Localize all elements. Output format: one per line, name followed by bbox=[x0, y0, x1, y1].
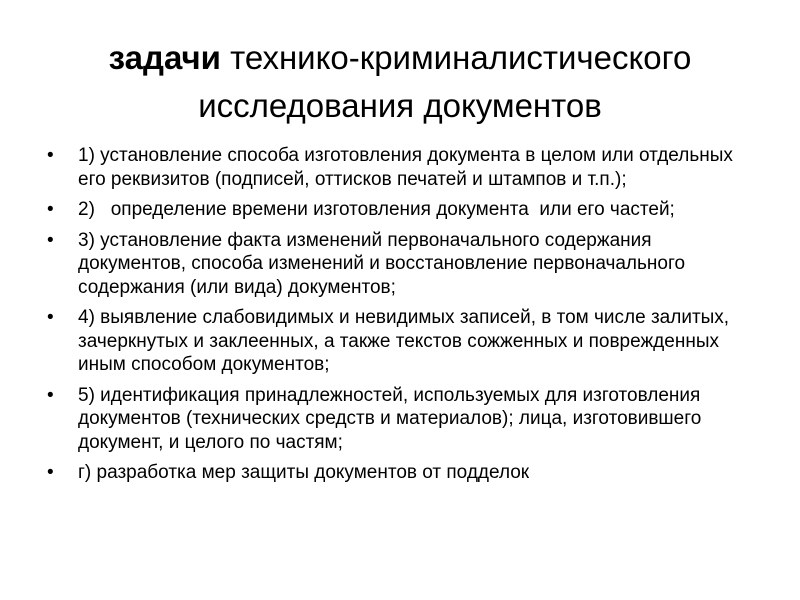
bullet-list bbox=[44, 144, 764, 492]
slide-title bbox=[40, 34, 760, 130]
bullet-icon: • bbox=[47, 145, 54, 166]
bullet-icon: • bbox=[47, 462, 54, 483]
bullet-text: г) разработка мер защиты документов от подделок bbox=[78, 462, 530, 483]
bullet-item bbox=[44, 198, 764, 222]
bullet-text: 2) определение времени изготовления документа или его частей; bbox=[78, 199, 675, 220]
bullet-icon: • bbox=[47, 199, 54, 220]
bullet-item bbox=[44, 461, 764, 485]
slide-title-bold: задачи bbox=[108, 39, 221, 76]
bullet-text: 5) идентификация принадлежностей, используемых для изготовления документов (технических средств и материалов); лица, изготовившего документ, и целого по частям; bbox=[78, 384, 702, 453]
slide-title-rest: технико-криминалистического исследования документов bbox=[198, 39, 692, 124]
bullet-item bbox=[44, 229, 764, 300]
bullet-text: 3) установление факта изменений первоначального содержания документов, способа изменений и восстановление первоначального содержания (или вида) документов; bbox=[78, 229, 686, 298]
bullet-icon: • bbox=[47, 384, 54, 406]
bullet-item bbox=[44, 144, 764, 191]
bullet-item bbox=[44, 384, 764, 455]
bullet-icon: • bbox=[47, 229, 54, 251]
bullet-icon: • bbox=[47, 307, 54, 328]
bullet-item bbox=[44, 306, 764, 377]
bullet-text: 4) выявление слабовидимых и невидимых записей, в том числе залитых, зачеркнутых и заклеенных, а также текстов сожженных и поврежденных иным способом документов; bbox=[78, 307, 730, 375]
bullet-text: 1) установление способа изготовления документа в целом или отдельных его реквизитов (подписей, оттисков печатей и штампов и т.п.); bbox=[78, 145, 733, 190]
